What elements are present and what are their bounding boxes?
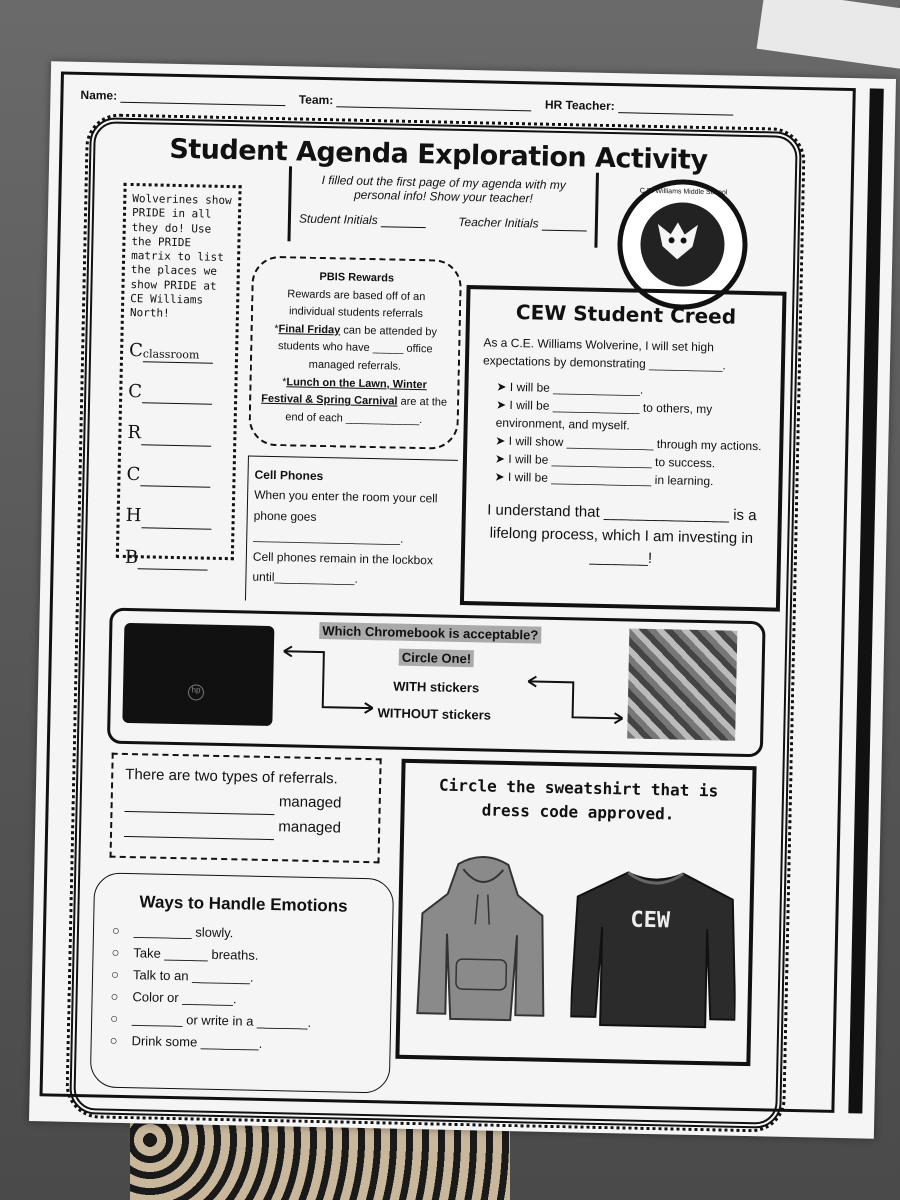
pbis-line2: *Final Friday can be attended by students who have _____ office managed referrals. [274, 322, 438, 373]
pride-intro: Wolverines show PRIDE in all they do! Use the PRIDE matrix to list the places we show PRIDE at CE Williams North! [129, 191, 232, 321]
pride-answer[interactable] [140, 471, 210, 488]
first-page-box [287, 166, 599, 247]
teacher-initials-label: Teacher Initials [458, 214, 587, 232]
emotions-box [90, 872, 394, 1093]
pride-answer[interactable] [138, 554, 208, 571]
pride-letter: B [124, 546, 139, 568]
pbis-line3: *Lunch on the Lawn, Winter Festival & Spring Carnival are at the end of each ____________. [261, 375, 448, 426]
student-initials-field[interactable] [381, 212, 426, 228]
student-creed-box [460, 285, 787, 612]
circle-one-label: Circle One! [399, 649, 475, 668]
pbis-title: PBIS Rewards [319, 270, 395, 285]
emotion-item: ○ Color or _______. [110, 986, 372, 1014]
team-label: Team: [298, 92, 334, 108]
creed-understand: I understand that _______________ is a lifelong process, which I am investing in _______! [487, 501, 757, 567]
crew-sweatshirt-image[interactable] [570, 866, 738, 1029]
hr-teacher-label: HR Teacher: [544, 97, 615, 114]
arrow-icon [277, 641, 639, 729]
emotion-item: ○ Talk to an ________. [111, 964, 373, 992]
student-initials-label: Student Initials [299, 210, 426, 228]
emotion-item: ○ Drink some ________. [109, 1030, 371, 1058]
referral-blank[interactable] [124, 812, 274, 840]
pride-row [129, 339, 229, 364]
creed-intro: As a C.E. Williams Wolverine, I will set high expectations by demonstrating ___________. [482, 335, 726, 373]
pride-row [128, 380, 228, 405]
referral-line: managed [124, 812, 366, 842]
emotions-list [109, 920, 374, 1058]
cell-line3: Cell phones remain in the lockbox until____________. [252, 549, 434, 586]
pride-answer[interactable] [141, 430, 211, 447]
hp-logo-icon: hp [188, 684, 204, 700]
creed-list [480, 377, 766, 491]
logo-top-text: C.E. Williams Middle School [639, 187, 728, 197]
logo-bottom-text: Wolverines [661, 285, 702, 295]
referrals-title: There are two types of referrals. [125, 765, 338, 788]
teacher-initials-field[interactable] [542, 216, 587, 232]
emotion-item: ○ ________ slowly. [112, 920, 374, 948]
pride-row [127, 421, 227, 446]
pride-row [125, 504, 225, 529]
chromebook-question: Which Chromebook is acceptable? [319, 622, 541, 644]
pride-row [125, 546, 225, 571]
with-stickers-label[interactable]: WITH stickers [393, 678, 480, 696]
cell-line1: When you enter the room your cell phone goes [253, 488, 438, 524]
pride-letter: C [128, 381, 143, 403]
hr-teacher-field[interactable] [618, 98, 733, 115]
cell-line2: ______________________. [253, 528, 404, 546]
rug-pattern [130, 1120, 510, 1200]
pride-row [126, 463, 226, 488]
pbis-rewards-box [248, 256, 462, 450]
pride-matrix-box [116, 183, 242, 568]
stickered-laptop-image[interactable] [627, 629, 737, 741]
worksheet-page [29, 61, 896, 1138]
cell-phones-box [245, 455, 458, 604]
creed-item: ➤ I will be _______________ in learning. [494, 468, 764, 492]
referral-line: managed [124, 787, 366, 817]
pride-letter: C [126, 463, 141, 486]
name-label: Name: [80, 87, 118, 103]
creed-item: ➤ I will be _____________ to others, my environment, and myself. [496, 396, 767, 438]
pride-answer[interactable] [142, 388, 212, 405]
page-title: Student Agenda Exploration Activity [169, 133, 708, 177]
emotion-item: ○ _______ or write in a _______. [110, 1008, 372, 1036]
pride-letter: R [127, 422, 142, 444]
wolverine-icon [652, 214, 703, 265]
sweatshirt-title: Circle the sweatshirt that is dress code approved. [438, 775, 719, 824]
referrals-box [110, 753, 382, 864]
pbis-line1: Rewards are based off of an individual students referrals [287, 287, 426, 321]
creed-item: ➤ I will be _____________. [496, 378, 766, 402]
creed-item: ➤ I will show _____________ through my actions. [495, 432, 765, 456]
pride-letter: H [125, 505, 142, 527]
creed-title: CEW Student Creed [515, 300, 737, 329]
laptop-image[interactable] [122, 623, 274, 726]
pride-answer[interactable]: classroom [143, 347, 213, 364]
pride-letter: C [128, 339, 144, 361]
pride-answer[interactable] [141, 513, 211, 530]
first-page-text: I filled out the first page of my agenda with my personal info! Show your teacher! [321, 172, 566, 206]
without-stickers-label[interactable]: WITHOUT stickers [377, 705, 492, 723]
emotions-title: Ways to Handle Emotions [139, 892, 348, 916]
creed-item: ➤ I will be _______________ to success. [495, 450, 765, 474]
sweatshirt-box [395, 759, 756, 1066]
cell-title: Cell Phones [254, 467, 324, 484]
crew-logo-text: CEW [630, 907, 671, 934]
hoodie-image[interactable] [415, 853, 549, 1026]
referral-blank[interactable] [124, 787, 274, 815]
emotion-item: ○ Take ______ breaths. [111, 942, 373, 970]
